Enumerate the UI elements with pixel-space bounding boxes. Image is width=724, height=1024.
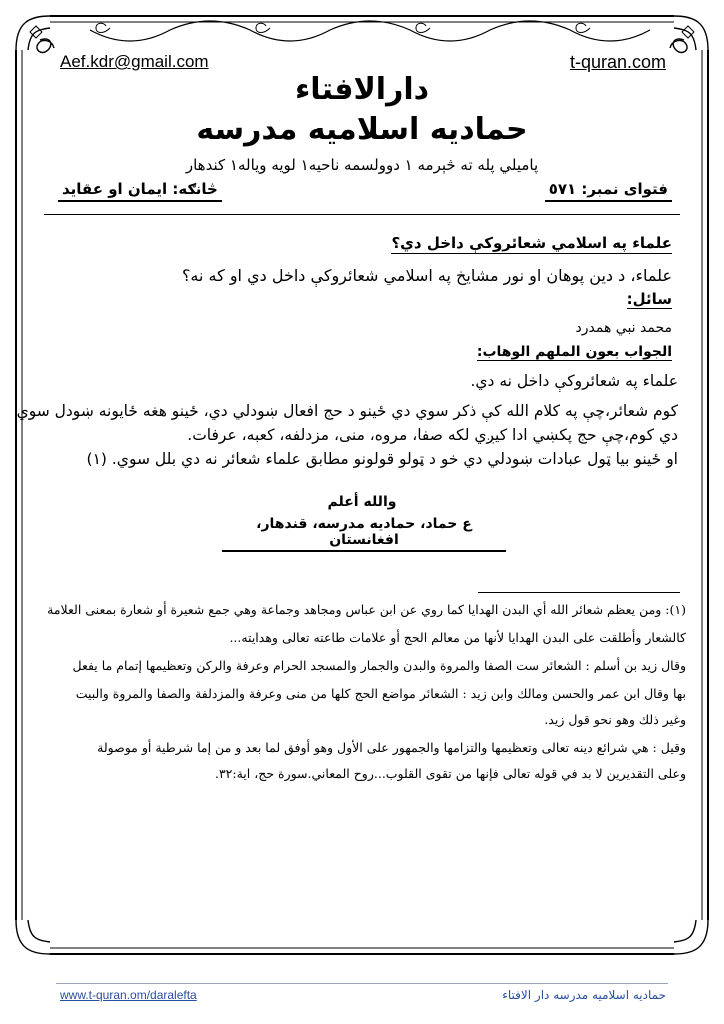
footnote-line: وغير ذلك وهو نحو قول زيد.: [544, 712, 686, 727]
footer-institution-name: حماديه اسلاميه مدرسه دار الافتاء: [502, 988, 666, 1002]
category-label: څانګه: ايمان او عقايد: [58, 180, 222, 202]
footnote-line: بها وقال ابن عمر والحسن ومالك وابن زيد : الشعائر مواضع الحج كلها من منى وعرفة والمزدلفة والصفا والمروة والبيت: [75, 686, 686, 701]
address: پاميلي پله ته څېرمه ١ دوولسمه ناحيه١ لويه وياله١ کندهار: [185, 156, 539, 174]
answer-line: علماء په شعائروکې داخل نه دي.: [470, 372, 678, 390]
asker-name: محمد نبي همدرد: [575, 320, 672, 336]
fatwa-number: فتواى نمبر: ٥٧١: [545, 180, 672, 202]
answer-line: او ځينو بيا ټول عبادات ښودلي دي خو د ټولو قولونو مطابق علماء شعائر نه دي بلل سوي. (١): [86, 450, 678, 468]
signature: ع حماد، حماديه مدرسه، قندهار، افغانستان: [222, 516, 506, 552]
madrasa-name: حماديه اسلاميه مدرسه: [196, 112, 528, 147]
footnote-line: كالشعار وأطلقت على البدن الهدايا لأنها من معالم الحج أو علامات طاعته تعالى وهدايته...: [229, 630, 686, 645]
footer-divider: [56, 983, 668, 984]
footnote-line: وقال زيد بن أسلم : الشعائر ست الصفا والمروة والبدن والجمار والمسجد الحرام وعرفة والركن وتعظيمها إتمام ما يفعل: [72, 658, 686, 673]
footer-url-link[interactable]: www.t-quran.om/daralefta: [60, 988, 197, 1002]
answer-heading: الجواب بعون الملهم الوهاب:: [476, 344, 672, 360]
footnote-line: وعلى التقديرين لا بد في قوله تعالى فإنها من تقوى القلوب...روح المعاني.سورة حج، اية:٣٢.: [214, 766, 686, 781]
question-text: علماء، د دين پوهان او نور مشايخ په اسلامي شعائروکې داخل دي او که نه؟: [181, 266, 672, 285]
footnote-line: وقيل : هي شرائع دينه تعالى وتعظيمها والتزامها والجمهور على الأول وهو أوفق لما بعد و من إما شرطية أو موصولة: [97, 740, 686, 755]
footnote-line: (١): ومن يعظم شعائر الله أي البدن الهدايا كما روي عن ابن عباس ومجاهد وجماعة وهي جمع شعيرة أو شعارة بمعنى العلامة: [47, 602, 686, 617]
institution-title: دارالافتاء: [294, 72, 430, 107]
answer-line: دي کوم،چې حج پکښي ادا کيږي لکه صفا، مروه، منی، مزدلفه، کعبه، عرفات.: [187, 426, 678, 444]
decorative-border: [10, 10, 714, 960]
contact-email[interactable]: Aef.kdr@gmail.com: [60, 52, 209, 71]
question-title: علماء په اسلامي شعائروکې داخل دي؟: [391, 234, 672, 252]
asker-label: سائل:: [626, 290, 672, 308]
header-divider: [44, 214, 680, 215]
website-link[interactable]: t-quran.com: [569, 52, 666, 72]
closing-phrase: والله أعلم: [327, 494, 397, 510]
footnote-divider: [478, 592, 680, 593]
answer-line: کوم شعائر،چې په کلام الله کې ذکر سوي دي ځينو د حج افعال ښودلي دي، ځينو هغه ځايونه ښودل سوي: [16, 402, 678, 420]
